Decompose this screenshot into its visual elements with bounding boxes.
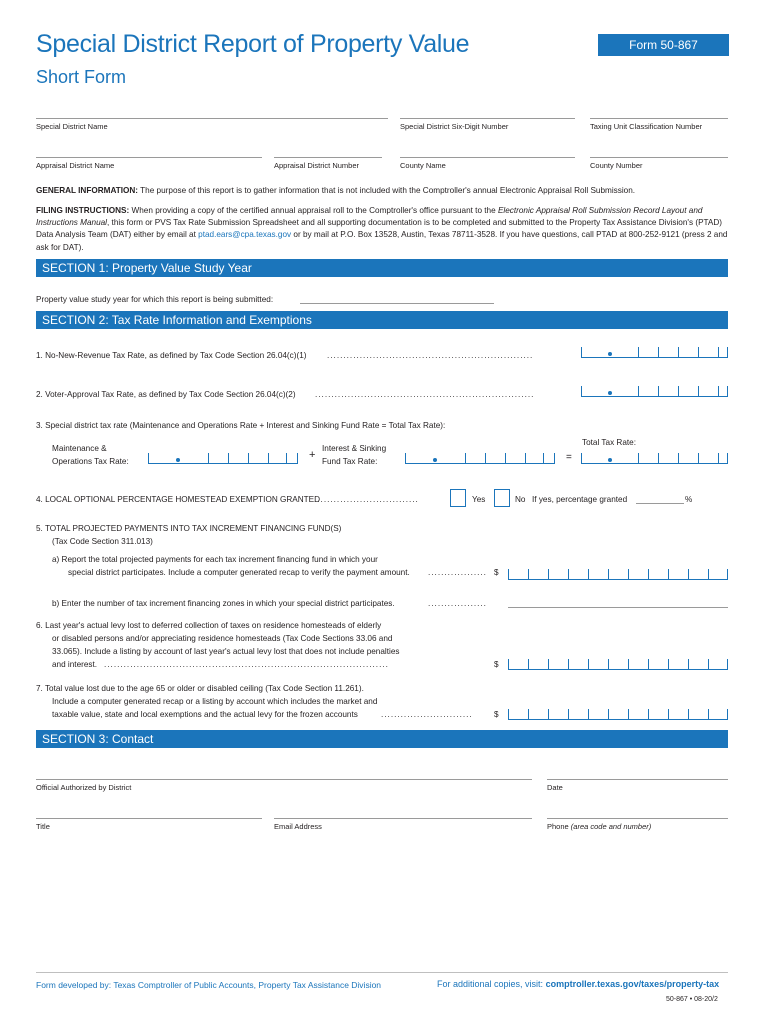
county-name-field[interactable] <box>400 157 575 158</box>
item5b-leader: .................. <box>428 599 487 608</box>
if-yes-label: If yes, percentage granted <box>532 495 628 504</box>
item7-line1: 7. Total value lost due to the age 65 or older or disabled ceiling (Tax Code Section 11.261). <box>36 684 364 693</box>
item3-label: 3. Special district tax rate (Maintenance and Operations Rate + Interest and Sinking Fund Rate = Total Tax Rate): <box>36 421 446 430</box>
item4-label: 4. LOCAL OPTIONAL PERCENTAGE HOMESTEAD EXEMPTION GRANTED <box>36 495 321 504</box>
section2-header: SECTION 2: Tax Rate Information and Exemptions <box>36 311 728 329</box>
item2-label: 2. Voter-Approval Tax Rate, as defined by Tax Code Section 26.04(c)(2) <box>36 390 296 399</box>
item6-leader: ....................................................................................... <box>104 660 389 669</box>
date-field[interactable] <box>547 779 728 780</box>
item2-leader: ................................................................... <box>315 390 535 399</box>
county-name-label: County Name <box>400 161 446 170</box>
percent-sign: % <box>685 495 693 504</box>
special-district-name-label: Special District Name <box>36 122 108 131</box>
date-label: Date <box>547 783 563 792</box>
appraisal-district-name-field[interactable] <box>36 157 262 158</box>
plus-sign: + <box>309 449 316 461</box>
six-digit-number-label: Special District Six-Digit Number <box>400 122 509 131</box>
official-field[interactable] <box>36 779 532 780</box>
appraisal-district-name-label: Appraisal District Name <box>36 161 115 170</box>
item7-line3: taxable value, state and local exemptions and the actual levy for the frozen accounts <box>52 710 358 719</box>
item5a-dollar: $ <box>494 568 499 577</box>
county-number-field[interactable] <box>590 157 728 158</box>
footer-revision: 50-867 • 08-20/2 <box>666 996 718 1003</box>
item1-leader: ............................................................... <box>327 351 534 360</box>
general-information: GENERAL INFORMATION: The purpose of this report is to gather information that is not included with the Comptroller's annual Electronic Appraisal Roll Submission. <box>36 186 636 195</box>
county-number-label: County Number <box>590 161 643 170</box>
mo-tax-rate-input[interactable] <box>148 450 298 464</box>
item6-line1: 6. Last year's actual levy lost to deferred collection of taxes on residence homesteads of elderly <box>36 621 382 630</box>
item5-label: 5. TOTAL PROJECTED PAYMENTS INTO TAX INCREMENT FINANCING FUND(S) <box>36 524 342 533</box>
item6-dollar: $ <box>494 660 499 669</box>
is-tax-rate-input[interactable] <box>405 450 555 464</box>
footer-copies: For additional copies, visit: comptroller.texas.gov/taxes/property-tax <box>437 979 720 989</box>
tif-zones-field[interactable] <box>508 607 728 608</box>
footer-developed-by: Form developed by: Texas Comptroller of Public Accounts, Property Tax Assistance Division <box>36 980 382 990</box>
title-field[interactable] <box>36 818 262 819</box>
frozen-value-input[interactable] <box>508 706 728 720</box>
phone-field[interactable] <box>547 818 728 819</box>
total-tax-rate-label: Total Tax Rate: <box>582 438 637 447</box>
form-title: Special District Report of Property Value <box>36 30 470 58</box>
item7-line2: Include a computer generated recap or a listing by account which includes the market and <box>52 697 378 706</box>
special-district-name-field[interactable] <box>36 118 388 119</box>
six-digit-number-field[interactable] <box>400 118 575 119</box>
study-year-field[interactable] <box>300 303 494 304</box>
homestead-yes-checkbox[interactable] <box>450 489 466 507</box>
item1-label: 1. No-New-Revenue Tax Rate, as defined by Tax Code Section 26.04(c)(1) <box>36 351 307 360</box>
homestead-no-checkbox[interactable] <box>494 489 510 507</box>
item6-line4: and interest. <box>52 660 98 669</box>
is-label-line2: Fund Tax Rate: <box>322 457 378 466</box>
item5b-label: b) Enter the number of tax increment financing zones in which your special district participates. <box>52 599 395 608</box>
form-number-badge: Form 50-867 <box>598 34 729 56</box>
form-subtitle: Short Form <box>36 67 127 87</box>
phone-label: Phone (area code and number) <box>547 822 652 831</box>
item7-dollar: $ <box>494 710 499 719</box>
footer-divider <box>36 972 728 973</box>
tif-payments-input[interactable] <box>508 566 728 580</box>
item5-citation: (Tax Code Section 311.013) <box>52 537 153 546</box>
study-year-prompt: Property value study year for which this report is being submitted: <box>36 295 274 304</box>
yes-label: Yes <box>472 495 486 504</box>
official-label: Official Authorized by District <box>36 783 132 792</box>
mo-label-line1: Maintenance & <box>52 444 107 453</box>
is-label-line1: Interest & Sinking <box>322 444 387 453</box>
deferred-levy-input[interactable] <box>508 656 728 670</box>
taxing-unit-classification-field[interactable] <box>590 118 728 119</box>
percentage-granted-field[interactable] <box>636 503 684 504</box>
mo-label-line2: Operations Tax Rate: <box>52 457 129 466</box>
section1-header: SECTION 1: Property Value Study Year <box>36 259 728 277</box>
taxing-unit-classification-label: Taxing Unit Classification Number <box>590 122 703 131</box>
appraisal-district-number-label: Appraisal District Number <box>274 161 360 170</box>
no-label: No <box>515 495 526 504</box>
item4-leader: ................................ <box>314 495 419 504</box>
email-label: Email Address <box>274 822 322 831</box>
ptad-email-link[interactable]: ptad.ears@cpa.texas.gov <box>198 230 292 240</box>
item6-line3: 33.065). Include a listing by account of last year's actual levy lost that does not include penalties <box>52 647 400 656</box>
no-new-revenue-rate-input[interactable] <box>581 344 728 358</box>
appraisal-district-number-field[interactable] <box>274 157 382 158</box>
equals-sign: = <box>566 452 572 463</box>
filing-instructions: FILING INSTRUCTIONS: When providing a copy of the certified annual appraisal roll to the Comptroller's office pursuant to the Electronic Appraisal Roll Submission Record Layout and Instructions Manual, this form or PVS Tax Rate Submission Spreadsheet and all supporting documentation is to be completed and submitted to the Property Tax Assistance Division's (PTAD) Data Analysis Team (DAT) either by email at ptad.ears@cpa.texas.gov or by mail at P.O. Box 13528, Austin, Texas 78711-3528. If you have questions, call PTAD at 800-252-9121 (press 2 and ask for DAT). <box>36 206 728 252</box>
item5a-leader: .................. <box>428 568 487 577</box>
footer-url-link[interactable]: comptroller.texas.gov/taxes/property-tax <box>545 979 720 989</box>
total-tax-rate-input[interactable] <box>581 450 728 464</box>
title-label: Title <box>36 822 50 831</box>
email-field[interactable] <box>274 818 532 819</box>
item5a-line2: special district participates. Include a computer generated recap to verify the payment amount. <box>68 568 410 577</box>
item6-line2: or disabled persons and/or appreciating residence homesteads (Tax Code Sections 33.06 and <box>52 634 393 643</box>
voter-approval-rate-input[interactable] <box>581 383 728 397</box>
section3-header: SECTION 3: Contact <box>36 730 728 748</box>
item5a-line1: a) Report the total projected payments for each tax increment financing fund in which your <box>52 555 378 564</box>
item7-leader: ............................ <box>381 710 473 719</box>
